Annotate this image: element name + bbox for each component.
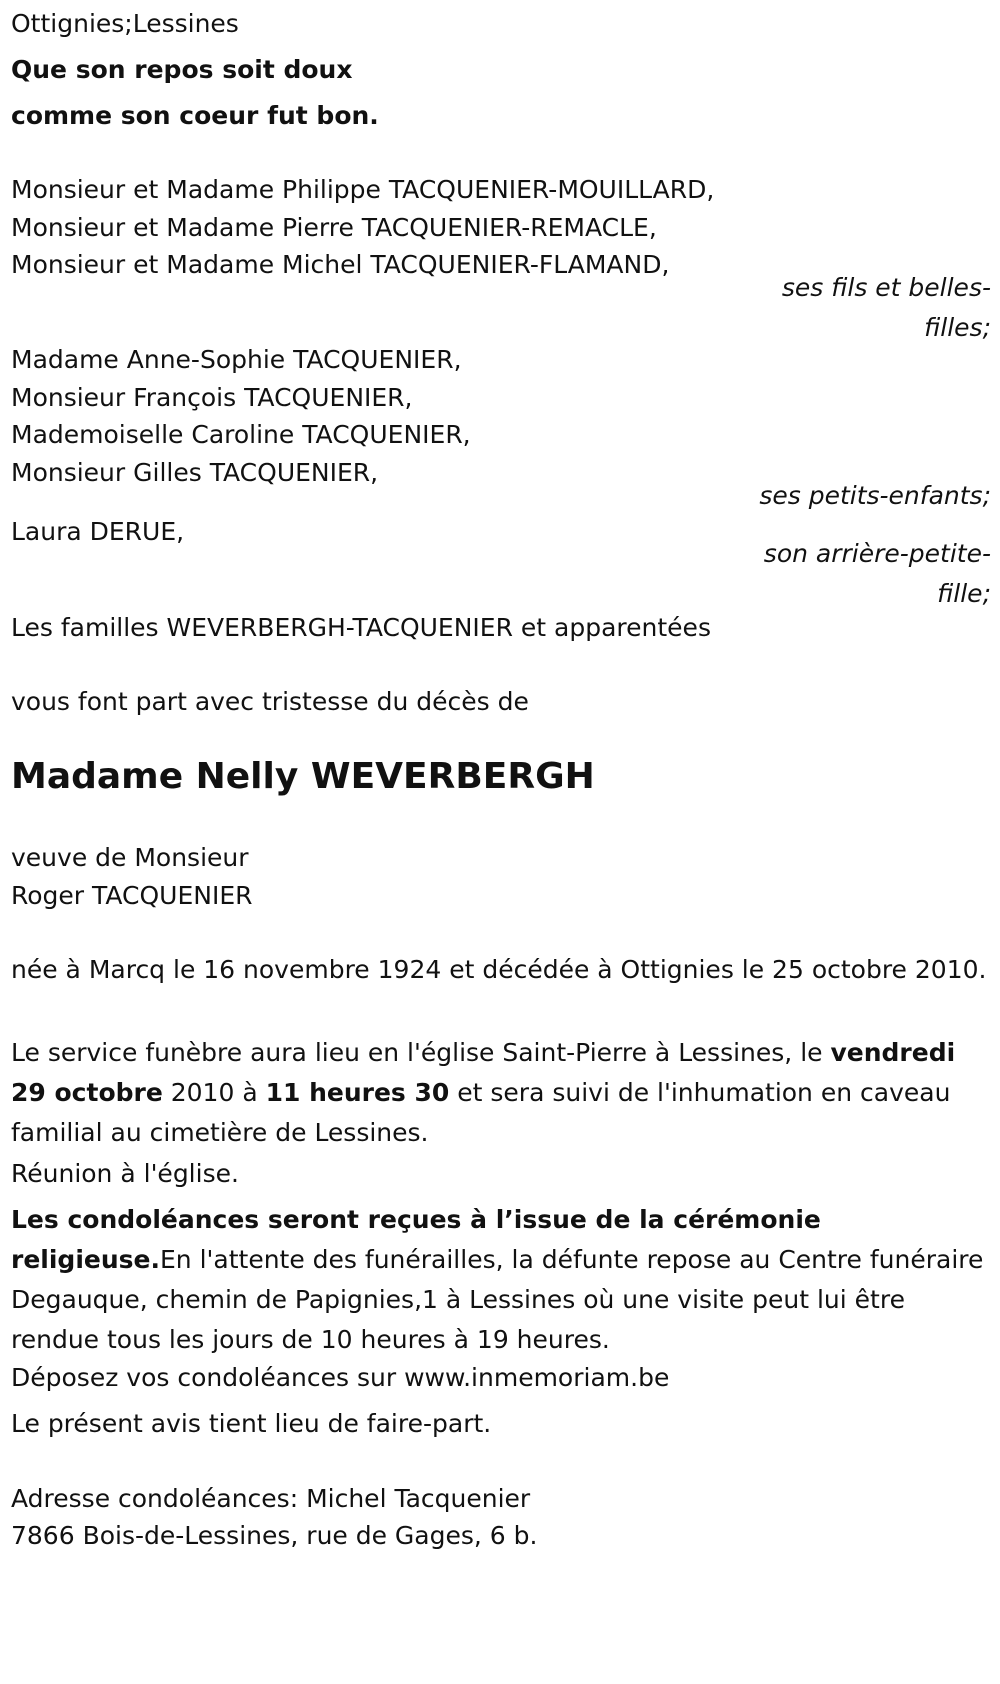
announcement-line: vous font part avec tristesse du décès de [11,687,529,716]
grandchild-2: Monsieur François TACQUENIER, [11,383,413,412]
service-paragraph [11,1033,991,1153]
service-time: 11 heures 30 [265,1078,450,1107]
reunion-line: Réunion à l'église. [11,1159,239,1188]
location-header: Ottignies;Lessines [11,9,239,38]
condolences-paragraph [11,1200,991,1360]
son-2: Monsieur et Madame Pierre TACQUENIER-REMACLE, [11,213,657,242]
condolences-text: En l'attente des funérailles, la défunte repose au Centre funéraire Degauque, chemin de Papignies,1 à Lessines où une visite peut lui être rendue tous les jours de 10 heures à 19 heures. [11,1245,984,1354]
grandchild-1: Madame Anne-Sophie TACQUENIER, [11,345,462,374]
deceased-name: Madame Nelly WEVERBERGH [11,756,595,797]
motto-line-1: Que son repos soit doux [11,55,353,84]
birth-death-paragraph: née à Marcq le 16 novembre 1924 et décédée à Ottignies le 25 octobre 2010. [11,955,987,984]
service-text-1: Le service funèbre aura lieu en l'église Saint-Pierre à Lessines, le [11,1038,831,1067]
grandchildren-role: ses petits-enfants; [759,481,991,510]
grandchild-4: Monsieur Gilles TACQUENIER, [11,458,379,487]
motto-line-2: comme son coeur fut bon. [11,101,379,130]
widow-line-1: veuve de Monsieur [11,843,249,872]
address-line-2: 7866 Bois-de-Lessines, rue de Gages, 6 b. [11,1521,538,1550]
service-text-2: 2010 à [162,1078,266,1107]
widow-line-2: Roger TACQUENIER [11,881,253,910]
notice-line: Le présent avis tient lieu de faire-part. [11,1409,492,1438]
grandchild-3: Mademoiselle Caroline TACQUENIER, [11,420,471,449]
sons-role: ses fils et belles-filles; [781,273,991,342]
service-date: vendredi 29 octobre [11,1038,956,1107]
service-text-3: et sera suivi de l'inhumation en caveau familial au cimetière de Lessines. [11,1078,951,1147]
great-grandchild: Laura DERUE, [11,517,185,546]
address-line-1: Adresse condoléances: Michel Tacquenier [11,1484,531,1513]
son-3: Monsieur et Madame Michel TACQUENIER-FLAMAND, [11,250,670,279]
son-1: Monsieur et Madame Philippe TACQUENIER-MOUILLARD, [11,175,715,204]
great-grandchild-role: son arrière-petite-fille; [763,539,991,608]
condolences-bold: Les condoléances seront reçues à l’issue de la cérémonie religieuse. [11,1205,821,1274]
families-line: Les familles WEVERBERGH-TACQUENIER et apparentées [11,613,711,642]
online-condolences-line: Déposez vos condoléances sur www.inmemoriam.be [11,1363,670,1392]
